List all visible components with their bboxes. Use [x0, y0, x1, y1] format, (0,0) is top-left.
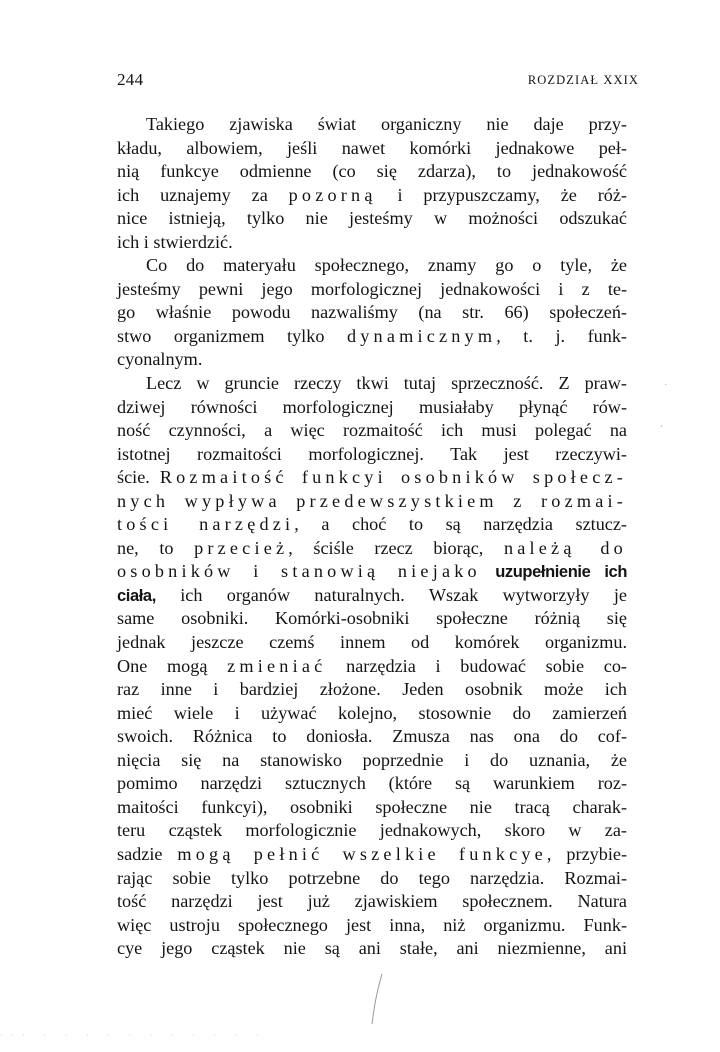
text-line	[117, 914, 627, 938]
text-line	[117, 819, 627, 843]
text-run: cyonalnym.	[117, 349, 203, 370]
text-line	[117, 419, 627, 443]
text-line	[117, 113, 627, 137]
text-line	[117, 160, 627, 184]
text-line	[117, 937, 627, 961]
text-run: raz inne i bardziej złożone. Jeden osobnik może ich	[117, 679, 627, 700]
text-line	[117, 772, 627, 796]
spaced-emphasis: osobników i stanowią niejako	[117, 561, 481, 582]
text-run: więc ustroju społecznego jest inna, niż organizmu. Funk-	[117, 914, 627, 935]
text-line	[117, 443, 627, 467]
spaced-emphasis: dynamicznym	[346, 325, 497, 346]
text-run: jesteśmy pewni jego morfologicznej jednakowości i z te-	[117, 278, 627, 299]
text-run: maitości funkcyi), osobniki społeczne nie tracą charak-	[117, 796, 627, 817]
text-line	[117, 607, 627, 631]
text-run: , a choć to są narzędzia sztucz-	[294, 514, 627, 535]
text-run: , przybie-	[546, 843, 628, 864]
spaced-emphasis: nych wypływa przedewszystkiem z rozmai-	[117, 490, 627, 511]
text-line	[117, 584, 627, 608]
spaced-emphasis: pozorną	[288, 184, 377, 205]
text-line	[117, 560, 627, 584]
text-run: tość narzędzi jest już zjawiskiem społecznem. Natura	[117, 891, 627, 912]
text-line	[117, 796, 627, 820]
text-run: jednak jeszcze czemś innem od komórek organizmu.	[117, 632, 627, 653]
text-line	[117, 207, 627, 231]
spaced-emphasis: zmieniać	[227, 655, 327, 676]
text-line	[117, 843, 627, 867]
text-line	[117, 725, 627, 749]
text-line	[117, 254, 627, 278]
text-run: same osobniki. Komórki-osobniki społeczne różnią się	[117, 608, 627, 629]
text-run: nią funkcye odmienne (co się zdarza), to jednakowość	[117, 161, 627, 182]
text-line	[117, 184, 627, 208]
text-line	[117, 631, 627, 655]
text-run: rając sobie tylko potrzebne do tego narzędzia. Rozmai-	[117, 867, 627, 888]
text-line	[117, 137, 627, 161]
text-line	[117, 396, 627, 420]
text-run: ich i stwierdzić.	[117, 231, 233, 252]
text-line	[117, 348, 627, 372]
text-run: ich organów naturalnych. Wszak wytworzyły je	[155, 584, 627, 605]
text-run: go właśnie powodu nazwaliśmy (na str. 66) społeczeń-	[117, 302, 627, 323]
text-line	[117, 655, 627, 679]
text-run: , t. j. funk-	[496, 325, 627, 346]
text-run: ne, to	[117, 537, 195, 558]
text-run: teru cząstek morfologicznie jednakowych, skoro w za-	[117, 820, 627, 841]
text-run	[481, 561, 495, 581]
text-line	[117, 301, 627, 325]
spaced-emphasis: mogą pełnić wszelkie funkcye	[177, 843, 547, 864]
text-run: nięcia się na stanowisko poprzednie i do uznania, że	[117, 749, 627, 770]
text-run: kładu, albowiem, jeśli nawet komórki jednakowe peł-	[117, 137, 627, 158]
text-run: Takiego zjawiska świat organiczny nie daje przy-	[146, 114, 627, 134]
text-line	[117, 678, 627, 702]
scan-artifact-dots: ··· · · · · · · · · · · ·	[0, 1030, 267, 1040]
text-run: stwo organizmem tylko	[117, 325, 347, 346]
text-run: ich uznajemy za	[117, 184, 289, 205]
text-run: narzędzia i budować sobie co-	[326, 655, 627, 676]
spaced-emphasis: przecież	[194, 537, 289, 558]
text-line	[117, 490, 627, 514]
spaced-emphasis: Rozmaitość funkcyi osobników społecz-	[159, 467, 627, 488]
text-run: ście.	[117, 467, 160, 488]
bold-insertion: uzupełnienie ich	[495, 563, 628, 582]
text-run: ność czynności, a więc rozmaitość ich musi polegać na	[117, 420, 627, 441]
text-line	[117, 372, 627, 396]
text-run: mieć wiele i używać kolejno, stosownie do zamierzeń	[117, 702, 627, 723]
text-run: nice istnieją, tylko nie jesteśmy w możności odszukać	[117, 208, 627, 229]
margin-speck: ,	[660, 418, 663, 429]
text-run: istotnej rozmaitości morfologicznej. Tak jest rzeczywi-	[117, 443, 627, 464]
pencil-mark	[362, 970, 392, 1030]
spaced-emphasis: tości narzędzi	[117, 514, 295, 535]
text-run: dziwej równości morfologicznej musiałaby płynąć rów-	[117, 396, 627, 417]
text-line	[117, 749, 627, 773]
text-run: i przypuszczamy, że róż-	[376, 184, 627, 205]
spaced-emphasis: należą do	[503, 537, 627, 558]
text-run: pomimo narzędzi sztucznych (które są warunkiem roz-	[117, 773, 627, 794]
text-line	[117, 231, 627, 255]
text-run: , ściśle rzecz biorąc,	[288, 537, 504, 558]
text-line	[117, 537, 627, 561]
text-line	[117, 513, 627, 537]
bold-insertion: ciała,	[117, 586, 156, 605]
text-run: cye jego cząstek nie są ani stałe, ani niezmienne, ani	[117, 938, 627, 959]
text-line	[117, 702, 627, 726]
chapter-title: ROZDZIAŁ XXIX	[527, 73, 639, 87]
text-run: Co do materyału społecznego, znamy go o tyle, że	[146, 255, 627, 276]
body-text	[117, 113, 627, 961]
text-line	[117, 278, 627, 302]
margin-speck: ·	[664, 380, 668, 391]
text-run: sadzie	[117, 843, 178, 864]
text-run: Lecz w gruncie rzeczy tkwi tutaj sprzeczność. Z praw-	[146, 373, 627, 394]
page-number: 244	[117, 70, 144, 89]
text-line	[117, 867, 627, 891]
text-run: One mogą	[117, 655, 228, 676]
text-line	[117, 325, 627, 349]
running-head	[117, 70, 639, 92]
text-line	[117, 890, 627, 914]
text-line	[117, 466, 627, 490]
text-run: swoich. Różnica to doniosła. Zmusza nas ona do cof-	[117, 726, 627, 747]
